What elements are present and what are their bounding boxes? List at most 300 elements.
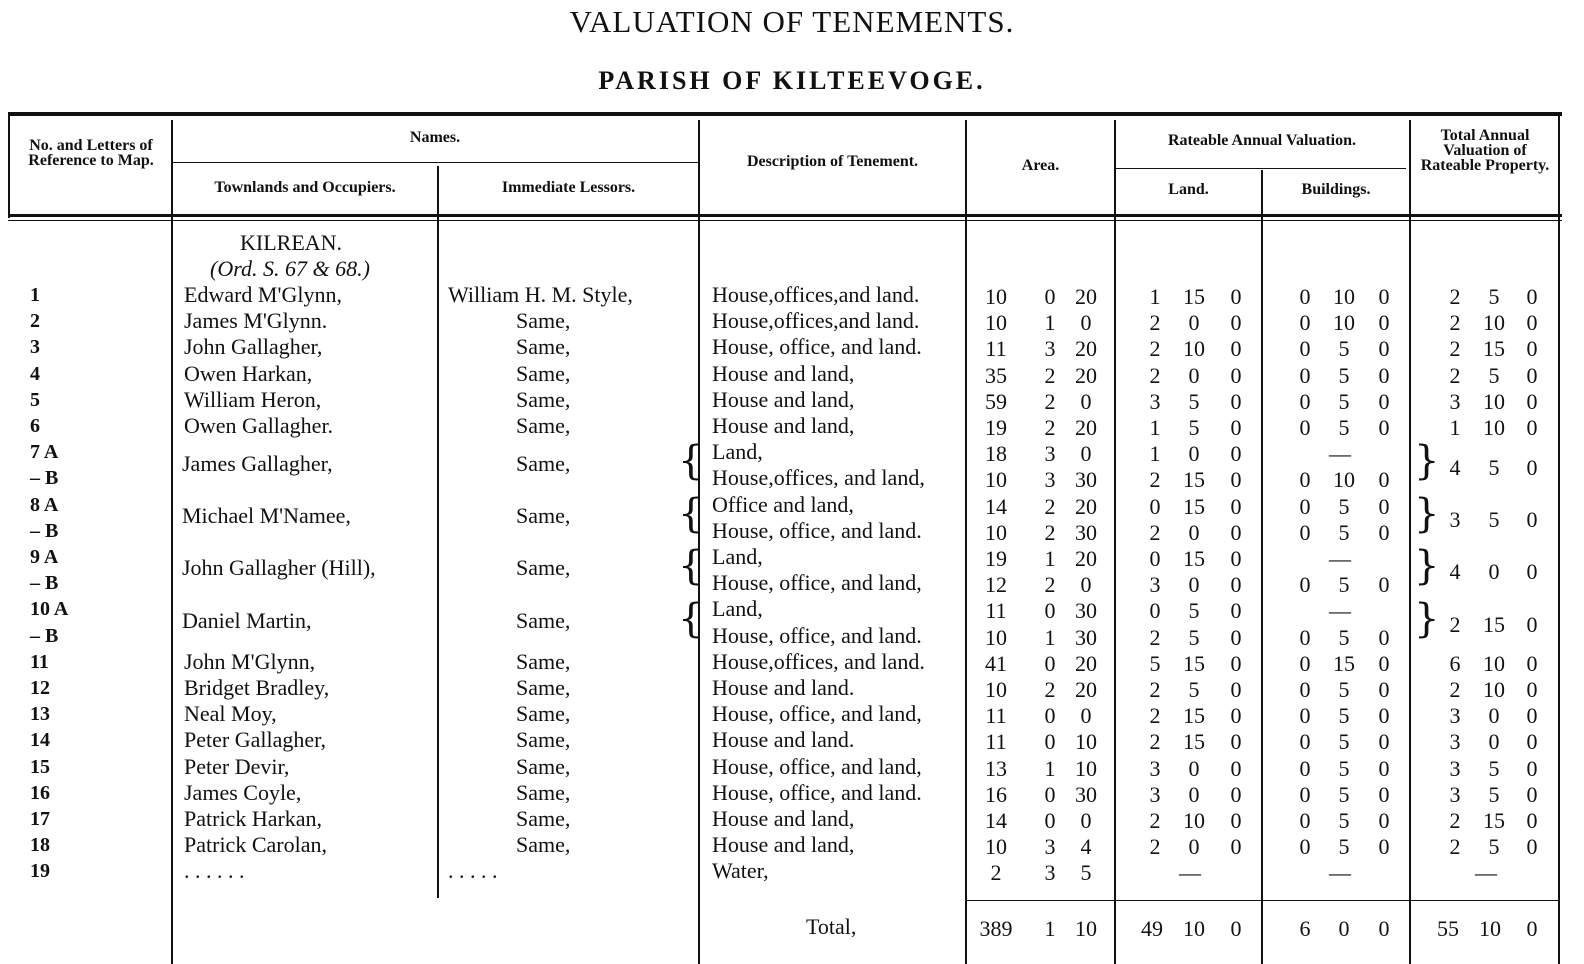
total-tot-s: 10 — [1479, 916, 1501, 941]
row-occupier: William Heron, — [184, 387, 322, 412]
row-ref: 4 — [30, 363, 40, 385]
row-tot: 10 — [1483, 415, 1505, 440]
row-area: 20 — [1075, 363, 1097, 388]
row-desc: House and land, — [712, 387, 855, 412]
row-area: 30 — [1075, 467, 1097, 492]
row-bld: 0 — [1378, 729, 1390, 754]
row-area: 30 — [1075, 782, 1097, 807]
row-ref: – B — [30, 520, 59, 542]
row-bld: 5 — [1338, 677, 1350, 702]
row-area: 0 — [1044, 284, 1056, 309]
row-occupier: Neal Moy, — [184, 701, 277, 726]
row-tot: 6 — [1449, 651, 1461, 676]
row-area: 0 — [1080, 441, 1092, 466]
row-area: 1 — [1044, 546, 1056, 571]
page-title: VALUATION OF TENEMENTS. — [569, 4, 1015, 39]
header-desc: Description of Tenement. — [746, 153, 919, 170]
row-lessor: Same, — [516, 413, 571, 438]
row-bld: 0 — [1378, 651, 1390, 676]
row-bld: 0 — [1378, 467, 1390, 492]
row-desc: House and land, — [712, 832, 855, 857]
brace-group-3-desc: { — [678, 543, 704, 589]
row-tot: 0 — [1526, 310, 1538, 335]
row-bld: 0 — [1378, 677, 1390, 702]
row-land: 10 — [1183, 808, 1205, 833]
row-tot: 2 — [1449, 677, 1461, 702]
row-area: 12 — [985, 572, 1007, 597]
row-bld: 0 — [1378, 415, 1390, 440]
row-land: 0 — [1230, 651, 1242, 676]
row-area: 10 — [985, 467, 1007, 492]
row-bld: 0 — [1299, 389, 1311, 414]
row-bld: 10 — [1333, 467, 1355, 492]
row-tot: 10 — [1483, 677, 1505, 702]
group-occupier-2: Michael M'Namee, — [182, 503, 351, 528]
row-land: 15 — [1183, 703, 1205, 728]
row-bld-dash: — — [1329, 441, 1351, 466]
row-bld: 0 — [1299, 651, 1311, 676]
row-desc: House, office, and land. — [712, 780, 922, 805]
row-area: 3 — [1044, 336, 1056, 361]
row-bld: 5 — [1338, 389, 1350, 414]
row-tot: 0 — [1526, 756, 1538, 781]
row-desc: House,offices,and land. — [712, 282, 920, 307]
header-total: Total Annual Valuation of Rateable Property. — [1420, 127, 1550, 174]
total-bld-l: 6 — [1299, 916, 1311, 941]
row-tot: 0 — [1526, 389, 1538, 414]
row-land: 0 — [1230, 598, 1242, 623]
row-area: 20 — [1075, 336, 1097, 361]
group-total-1-s: 5 — [1488, 455, 1500, 480]
group-occupier-1: James Gallagher, — [182, 451, 333, 476]
row-bld: 0 — [1378, 494, 1390, 519]
row-bld: 0 — [1299, 415, 1311, 440]
row-land: 0 — [1230, 310, 1242, 335]
row-land: 3 — [1149, 782, 1161, 807]
row-tot: 0 — [1526, 703, 1538, 728]
total-bld-d: 0 — [1378, 916, 1390, 941]
row-land: 0 — [1230, 441, 1242, 466]
row-area: 14 — [985, 808, 1007, 833]
col-divider-4 — [965, 120, 967, 964]
row-occupier: Peter Devir, — [184, 754, 290, 779]
row-tot: 2 — [1449, 284, 1461, 309]
row-area: 20 — [1075, 284, 1097, 309]
row-bld: 0 — [1378, 808, 1390, 833]
row-lessor: William H. M. Style, — [448, 282, 633, 307]
row-bld: 0 — [1299, 336, 1311, 361]
row-bld: 0 — [1299, 494, 1311, 519]
row-lessor: Same, — [516, 780, 571, 805]
row-land: 0 — [1230, 284, 1242, 309]
row-area: 0 — [1044, 651, 1056, 676]
header-bottom-rule-2 — [8, 220, 1562, 221]
row-tot: 2 — [1449, 834, 1461, 859]
row-bld: 0 — [1299, 782, 1311, 807]
row-area: 1 — [1044, 310, 1056, 335]
row-desc: House,offices, and land. — [712, 649, 925, 674]
row-bld: 0 — [1299, 703, 1311, 728]
row-area: 2 — [1044, 415, 1056, 440]
row-tot: 0 — [1526, 651, 1538, 676]
row-tot: 5 — [1488, 834, 1500, 859]
row-occupier: Bridget Bradley, — [184, 675, 330, 700]
row-bld-dash: — — [1329, 546, 1351, 571]
row-bld: 0 — [1299, 520, 1311, 545]
row-tot: 3 — [1449, 703, 1461, 728]
row-area: 30 — [1075, 598, 1097, 623]
group-total-1-d: 0 — [1526, 455, 1538, 480]
row-area: 3 — [1044, 467, 1056, 492]
row-desc: Water, — [712, 858, 769, 883]
brace-group-2-desc: { — [678, 491, 704, 537]
row-ref: – B — [30, 467, 59, 489]
row-ref: 2 — [30, 310, 40, 332]
row-tot: 0 — [1526, 415, 1538, 440]
row-lessor: Same, — [516, 308, 571, 333]
row-desc: House, office, and land, — [712, 570, 922, 595]
row-land: 2 — [1149, 310, 1161, 335]
row-land: 1 — [1149, 415, 1161, 440]
row-tot: 5 — [1488, 782, 1500, 807]
row-lessor: Same, — [516, 754, 571, 779]
row-land: 2 — [1149, 729, 1161, 754]
townland-ord: (Ord. S. 67 & 68.) — [210, 256, 370, 281]
row-area: 0 — [1044, 703, 1056, 728]
row-ref: 17 — [30, 808, 50, 830]
total-rule — [966, 900, 1560, 901]
row-tot: 5 — [1488, 284, 1500, 309]
row-land: 15 — [1183, 284, 1205, 309]
row-land: 0 — [1230, 703, 1242, 728]
brace-group-1-desc: { — [678, 438, 704, 484]
brace-group-3-tot: } — [1414, 543, 1440, 589]
group-lessor-2: Same, — [516, 503, 571, 528]
row-bld: 0 — [1299, 808, 1311, 833]
valuation-sub-rule — [1116, 168, 1406, 169]
row-area: 30 — [1075, 625, 1097, 650]
row-area: 41 — [985, 651, 1007, 676]
row-land: 3 — [1149, 389, 1161, 414]
row-tot: 0 — [1526, 336, 1538, 361]
row-ref: 13 — [30, 703, 50, 725]
row-bld: 0 — [1378, 834, 1390, 859]
total-tot-d: 0 — [1526, 916, 1538, 941]
row-area: 35 — [985, 363, 1007, 388]
row-area: 1 — [1044, 756, 1056, 781]
row-lessor: Same, — [516, 334, 571, 359]
row-tot: 0 — [1526, 782, 1538, 807]
row-lessor: . . . . . — [448, 858, 498, 883]
row-land: 10 — [1183, 336, 1205, 361]
row-bld: 5 — [1338, 415, 1350, 440]
row-land: 0 — [1230, 467, 1242, 492]
row-land: 2 — [1149, 520, 1161, 545]
row-land: 0 — [1230, 520, 1242, 545]
row-area: 0 — [1044, 598, 1056, 623]
row-land: 3 — [1149, 756, 1161, 781]
row-land: 0 — [1230, 625, 1242, 650]
row-land: 15 — [1183, 729, 1205, 754]
row-land: 15 — [1183, 651, 1205, 676]
row-tot: 3 — [1449, 756, 1461, 781]
row-area: 10 — [985, 625, 1007, 650]
row-bld: 0 — [1378, 284, 1390, 309]
header-ref: No. and Letters of Reference to Map. — [28, 137, 154, 169]
row-ref: – B — [30, 625, 59, 647]
header-area: Area. — [1021, 157, 1060, 174]
row-land: 5 — [1188, 415, 1200, 440]
row-lessor: Same, — [516, 649, 571, 674]
row-bld: 5 — [1338, 834, 1350, 859]
row-area: 16 — [985, 782, 1007, 807]
row-lessor: Same, — [516, 387, 571, 412]
row-ref: 6 — [30, 415, 40, 437]
row-area: 20 — [1075, 494, 1097, 519]
row-land: 0 — [1230, 834, 1242, 859]
row-land: 0 — [1230, 572, 1242, 597]
row-land: 2 — [1149, 467, 1161, 492]
row-lessor: Same, — [516, 806, 571, 831]
row-area: 0 — [1080, 703, 1092, 728]
row-land: 0 — [1230, 729, 1242, 754]
row-bld: 0 — [1299, 363, 1311, 388]
row-area: 10 — [1075, 729, 1097, 754]
row-land: 5 — [1149, 651, 1161, 676]
row-bld: 5 — [1338, 572, 1350, 597]
group-lessor-4: Same, — [516, 608, 571, 633]
row-area: 0 — [1044, 808, 1056, 833]
row-area: 4 — [1080, 834, 1092, 859]
row-land: 0 — [1230, 363, 1242, 388]
row-land: 0 — [1230, 546, 1242, 571]
row-desc: House and land. — [712, 675, 855, 700]
row-land: 2 — [1149, 808, 1161, 833]
col-divider-7 — [1409, 120, 1411, 964]
row-ref: 11 — [30, 651, 49, 673]
row-bld: 0 — [1378, 625, 1390, 650]
row-land: 1 — [1149, 441, 1161, 466]
row-land: 0 — [1188, 782, 1200, 807]
row-bld: 5 — [1338, 494, 1350, 519]
total-label: Total, — [806, 914, 857, 939]
row-occupier: Owen Harkan, — [184, 361, 313, 386]
row-land: 2 — [1149, 336, 1161, 361]
row-occupier: Patrick Carolan, — [184, 832, 327, 857]
row-bld: 5 — [1338, 729, 1350, 754]
parish-title: PARISH OF KILTEEVOGE. — [598, 66, 986, 95]
row-land: 0 — [1230, 756, 1242, 781]
row-area: 0 — [1044, 729, 1056, 754]
total-area-r: 1 — [1044, 916, 1056, 941]
total-land-d: 0 — [1230, 916, 1242, 941]
row-bld: 0 — [1378, 336, 1390, 361]
row-area: 10 — [985, 520, 1007, 545]
row-desc: House and land, — [712, 413, 855, 438]
row-bld: 0 — [1378, 572, 1390, 597]
row-ref: 1 — [30, 284, 40, 306]
row-land: 5 — [1188, 625, 1200, 650]
group-total-4-s: 15 — [1483, 612, 1505, 637]
row-bld: 5 — [1338, 520, 1350, 545]
row-area: 59 — [985, 389, 1007, 414]
row-area: 2 — [1044, 572, 1056, 597]
brace-group-1-tot: } — [1414, 438, 1440, 484]
row-bld: 0 — [1299, 310, 1311, 335]
row-bld: 5 — [1338, 336, 1350, 361]
row-area: 18 — [985, 441, 1007, 466]
row-area: 11 — [985, 703, 1007, 728]
row-bld: 0 — [1299, 677, 1311, 702]
row-desc: House, office, and land. — [712, 518, 922, 543]
row-bld: 0 — [1299, 284, 1311, 309]
group-occupier-3: John Gallagher (Hill), — [182, 555, 376, 580]
row-area: 0 — [1044, 782, 1056, 807]
row-ref: 8 A — [30, 494, 59, 516]
row-area: 3 — [1044, 834, 1056, 859]
row-bld: 0 — [1299, 834, 1311, 859]
row-bld: 5 — [1338, 703, 1350, 728]
group-total-3-d: 0 — [1526, 559, 1538, 584]
header-land: Land. — [1168, 181, 1209, 198]
row-desc: House, office, and land, — [712, 754, 922, 779]
row-tot: 10 — [1483, 389, 1505, 414]
row-occupier: . . . . . . — [184, 858, 245, 883]
row-bld: 0 — [1299, 625, 1311, 650]
row-occupier: Peter Gallagher, — [184, 727, 327, 752]
row-land: 0 — [1230, 494, 1242, 519]
row-bld: 0 — [1299, 572, 1311, 597]
row-ref: 19 — [30, 860, 50, 882]
row-occupier: James Coyle, — [184, 780, 302, 805]
row-land: 0 — [1188, 834, 1200, 859]
row-desc: House and land, — [712, 806, 855, 831]
row-desc: Land, — [712, 544, 763, 569]
row-tot: 15 — [1483, 808, 1505, 833]
row-ref: 10 A — [30, 598, 69, 620]
row-bld: 0 — [1299, 756, 1311, 781]
col-divider-6 — [1261, 170, 1263, 964]
row-bld: 0 — [1378, 782, 1390, 807]
col-divider-2 — [437, 166, 439, 898]
row-area: 2 — [1044, 363, 1056, 388]
row-land: 0 — [1188, 441, 1200, 466]
row-lessor: Same, — [516, 361, 571, 386]
row-land: 0 — [1149, 494, 1161, 519]
header-buildings: Buildings. — [1301, 181, 1371, 198]
row-lessor: Same, — [516, 701, 571, 726]
row-ref: 15 — [30, 756, 50, 778]
row-desc: House,offices,and land. — [712, 308, 920, 333]
row-area: 5 — [1080, 860, 1092, 885]
row-land: 0 — [1188, 756, 1200, 781]
header-townlands: Townlands and Occupiers. — [214, 179, 396, 196]
row-area: 0 — [1080, 310, 1092, 335]
row-land: 0 — [1149, 546, 1161, 571]
townland-name: KILREAN. — [240, 230, 343, 255]
row-bld: 0 — [1299, 729, 1311, 754]
row-tot: 2 — [1449, 336, 1461, 361]
row-tot: 0 — [1488, 703, 1500, 728]
row-tot: 3 — [1449, 729, 1461, 754]
row-bld: 0 — [1378, 520, 1390, 545]
row-area: 1 — [1044, 625, 1056, 650]
col-divider-1 — [171, 120, 173, 964]
row-desc: House, office, and land. — [712, 334, 922, 359]
row-tot: 0 — [1488, 729, 1500, 754]
row-tot: 2 — [1449, 310, 1461, 335]
row-tot: 0 — [1526, 834, 1538, 859]
row-area: 19 — [985, 415, 1007, 440]
brace-group-2-tot: } — [1414, 491, 1440, 537]
row-occupier: John M'Glynn, — [184, 649, 316, 674]
row-tot: 3 — [1449, 782, 1461, 807]
row-ref: 3 — [30, 336, 40, 358]
row-bld: 5 — [1338, 625, 1350, 650]
group-total-2-l: 3 — [1449, 507, 1461, 532]
row-area: 2 — [1044, 494, 1056, 519]
row-lessor: Same, — [516, 832, 571, 857]
row-ref: – B — [30, 572, 59, 594]
row-area: 11 — [985, 729, 1007, 754]
row-desc: House and land. — [712, 727, 855, 752]
row-tot: 2 — [1449, 808, 1461, 833]
group-total-4-d: 0 — [1526, 612, 1538, 637]
table-top-rule — [8, 112, 1562, 116]
row-tot: 5 — [1488, 363, 1500, 388]
row-land: 0 — [1188, 572, 1200, 597]
row-occupier: John Gallagher, — [184, 334, 323, 359]
row-desc: Land, — [712, 439, 763, 464]
row-tot: 1 — [1449, 415, 1461, 440]
row-bld: 5 — [1338, 363, 1350, 388]
row-occupier: Edward M'Glynn, — [184, 282, 342, 307]
row-bld: 0 — [1378, 310, 1390, 335]
row-land: 0 — [1230, 808, 1242, 833]
row-land: 0 — [1230, 415, 1242, 440]
row-ref: 14 — [30, 729, 50, 751]
row-land: 0 — [1230, 336, 1242, 361]
row-occupier: James M'Glynn. — [184, 308, 328, 333]
row-area: 3 — [1044, 860, 1056, 885]
row-land: 15 — [1183, 494, 1205, 519]
row-bld: 0 — [1378, 389, 1390, 414]
row-land-dash: — — [1179, 860, 1201, 885]
row-desc: House, office, and land. — [712, 623, 922, 648]
row-land: 5 — [1188, 598, 1200, 623]
row-bld-dash: — — [1329, 860, 1351, 885]
row-tot: 10 — [1483, 651, 1505, 676]
col-divider-5 — [1114, 120, 1116, 964]
group-total-1-l: 4 — [1449, 455, 1461, 480]
group-lessor-3: Same, — [516, 555, 571, 580]
group-total-3-s: 0 — [1488, 559, 1500, 584]
row-tot: 0 — [1526, 284, 1538, 309]
total-area-p: 10 — [1075, 916, 1097, 941]
row-tot: 0 — [1526, 677, 1538, 702]
row-ref: 7 A — [30, 441, 59, 463]
row-land: 0 — [1149, 598, 1161, 623]
row-area: 0 — [1080, 808, 1092, 833]
row-land: 1 — [1149, 284, 1161, 309]
row-area: 2 — [1044, 520, 1056, 545]
row-land: 2 — [1149, 363, 1161, 388]
group-total-2-s: 5 — [1488, 507, 1500, 532]
row-area: 14 — [985, 494, 1007, 519]
brace-group-4-tot: } — [1414, 596, 1440, 642]
row-area: 10 — [985, 310, 1007, 335]
row-area: 2 — [1044, 389, 1056, 414]
